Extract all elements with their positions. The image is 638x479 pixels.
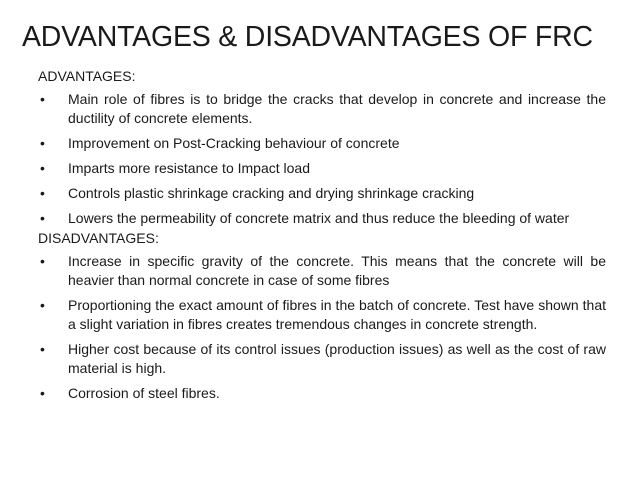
- disadvantages-heading: DISADVANTAGES:: [38, 230, 159, 246]
- bullet-icon: •: [40, 253, 45, 269]
- bullet-icon: •: [40, 210, 45, 226]
- bullet-icon: •: [40, 385, 45, 401]
- bullet-icon: •: [40, 297, 45, 313]
- advantage-text: Controls plastic shrinkage cracking and drying shrinkage cracking: [68, 185, 475, 201]
- disadvantage-item: [38, 296, 606, 334]
- advantages-heading: ADVANTAGES:: [38, 68, 136, 84]
- advantages-list: [38, 90, 606, 228]
- advantage-text: Lowers the permeability of concrete matrix and thus reduce the bleeding of water: [68, 210, 570, 226]
- slide-title: ADVANTAGES & DISADVANTAGES OF FRC: [22, 21, 593, 53]
- bullet-icon: •: [40, 91, 45, 107]
- disadvantage-text: Increase in specific gravity of the concrete. This means that the concrete will be heavier than normal concrete in case of some fibres: [68, 253, 606, 288]
- advantage-item: [38, 90, 606, 128]
- bullet-icon: •: [40, 185, 45, 201]
- advantage-text: Imparts more resistance to Impact load: [68, 160, 310, 176]
- disadvantage-item: [38, 340, 606, 378]
- disadvantages-list: [38, 252, 606, 403]
- disadvantage-text: Proportioning the exact amount of fibres in the batch of concrete. Test have shown that a slight variation in fibres creates tremendous changes in concrete strength.: [68, 297, 606, 332]
- disadvantage-text: Higher cost because of its control issues (production issues) as well as the cost of raw material is high.: [68, 341, 606, 376]
- disadvantage-item: [38, 384, 606, 403]
- advantage-text: Improvement on Post-Cracking behaviour of concrete: [68, 135, 400, 151]
- slide-content: [38, 67, 606, 403]
- advantage-item: [38, 184, 606, 203]
- bullet-icon: •: [40, 135, 45, 151]
- advantage-item: [38, 209, 606, 228]
- bullet-icon: •: [40, 160, 45, 176]
- advantage-item: [38, 159, 606, 178]
- disadvantage-text: Corrosion of steel fibres.: [68, 385, 220, 401]
- disadvantage-item: [38, 252, 606, 290]
- advantage-text: Main role of fibres is to bridge the cracks that develop in concrete and increase the ductility of concrete elements.: [68, 91, 606, 126]
- advantage-item: [38, 134, 606, 153]
- bullet-icon: •: [40, 341, 45, 357]
